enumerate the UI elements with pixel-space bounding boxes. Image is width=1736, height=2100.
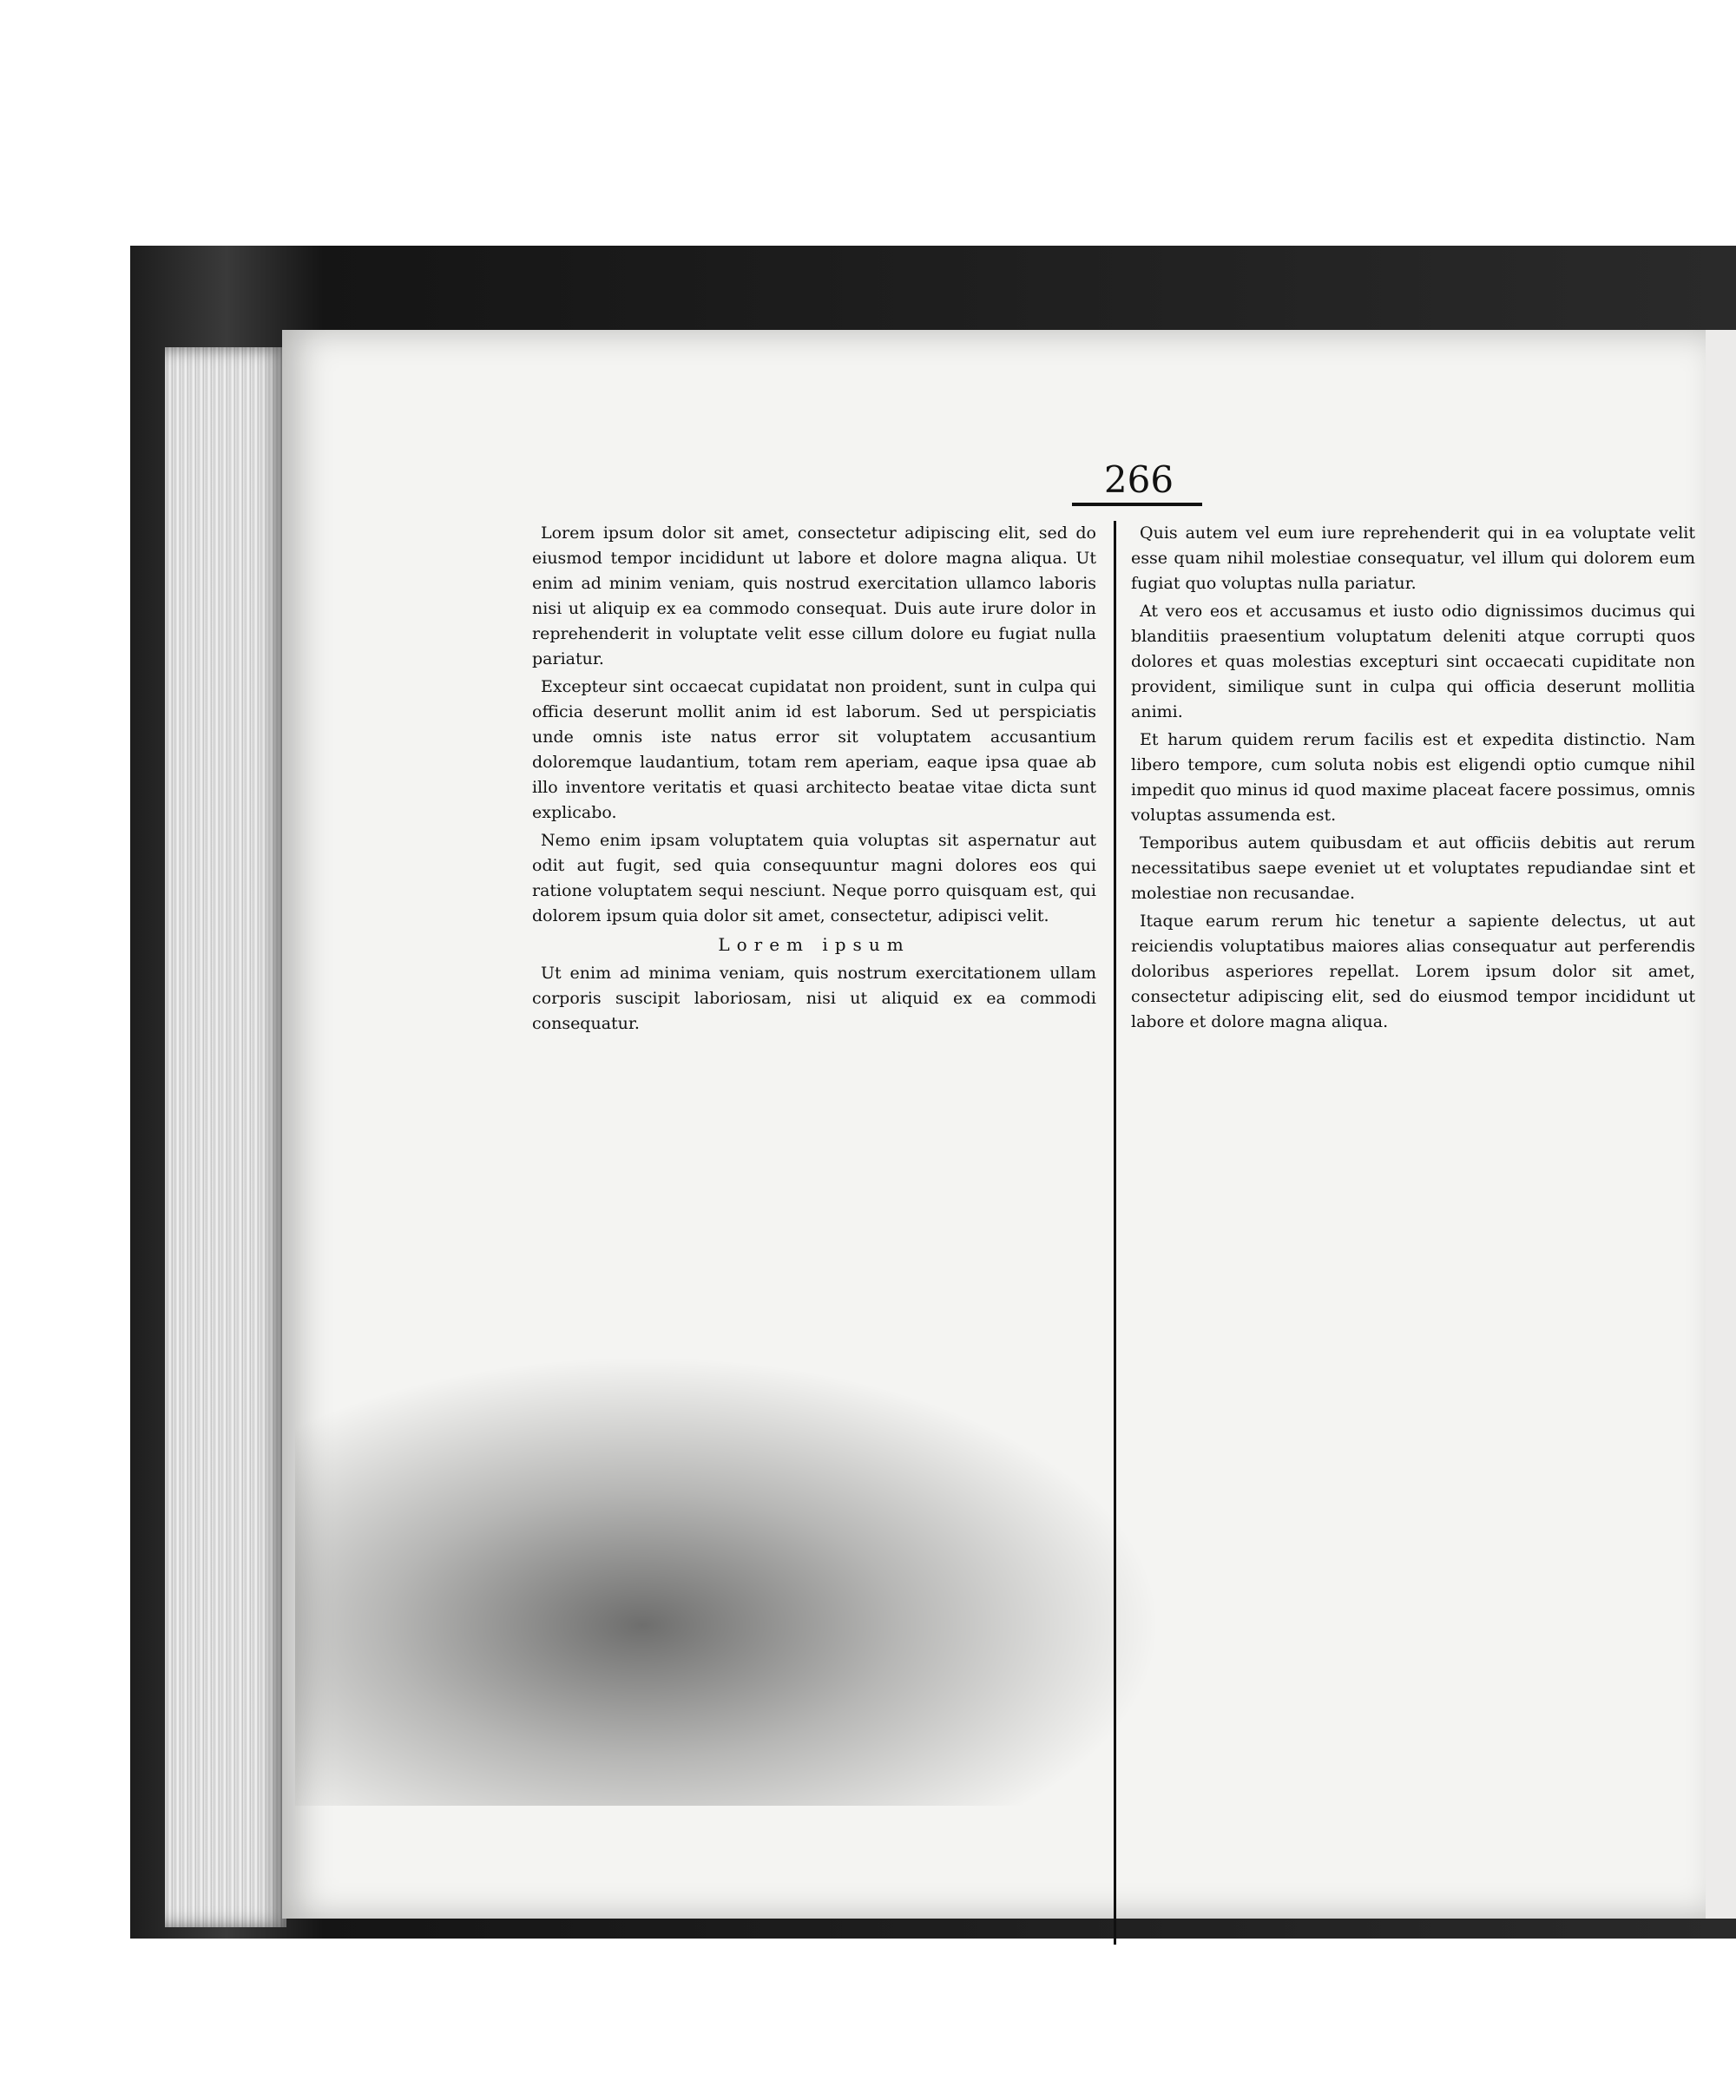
right-paragraph-4: Temporibus autem quibusdam et aut officiis debitis aut rerum necessitatibus saepe eveniet ut et voluptates repudiandae sint et molestiae non recusandae.	[1131, 833, 1695, 903]
page-number-rule	[1072, 503, 1202, 506]
column-divider	[1114, 521, 1116, 1945]
left-paragraph-2: Excepteur sint occaecat cupidatat non proident, sunt in culpa qui officia deserunt mollit anim id est laborum. Sed ut perspiciatis unde omnis iste natus error sit voluptatem accusantium doloremque laudantium, totam rem aperiam, eaque ipsa quae ab illo inventore veritatis et quasi architecto beatae vitae dicta sunt explicabo.	[532, 677, 1096, 822]
left-paragraph-3: Nemo enim ipsam voluptatem quia voluptas sit aspernatur aut odit aut fugit, sed quia consequuntur magni dolores eos qui ratione voluptatem sequi nesciunt. Neque porro quisquam est, qui dolorem ipsum quia dolor sit amet, consectetur, adipisci velit.	[532, 831, 1096, 925]
left-paragraph-1: Lorem ipsum dolor sit amet, consectetur adipiscing elit, sed do eiusmod tempor incididunt ut labore et dolore magna aliqua. Ut enim ad minim veniam, quis nostrud exercitation ullamco laboris nisi ut aliquip ex ea commodo consequat. Duis aute irure dolor in reprehenderit in voluptate velit esse cillum dolore eu fugiat nulla pariatur.	[532, 523, 1096, 668]
right-paragraph-1: Quis autem vel eum iure reprehenderit qui in ea voluptate velit esse quam nihil molestiae consequatur, vel illum qui dolorem eum fugiat quo voluptas nulla pariatur.	[1131, 523, 1695, 593]
right-column	[1131, 521, 1695, 1037]
facing-page-edge	[1706, 330, 1736, 1919]
book-page-edges	[165, 347, 286, 1927]
right-paragraph-5: Itaque earum rerum hic tenetur a sapiente delectus, ut aut reiciendis voluptatibus maiores alias consequatur aut perferendis doloribus asperiores repellat. Lorem ipsum dolor sit amet, consectetur adipiscing elit, sed do eiusmod tempor incididunt ut labore et dolore magna aliqua.	[1131, 912, 1695, 1031]
page-number: 266	[1103, 458, 1174, 501]
left-column	[532, 521, 1096, 1039]
section-heading: Lorem ipsum	[718, 934, 911, 955]
right-paragraph-2: At vero eos et accusamus et iusto odio dignissimos ducimus qui blanditiis praesentium voluptatum deleniti atque corrupti quos dolores et quas molestias excepturi sint occaecati cupiditate non provident, similique sunt in culpa qui officia deserunt mollitia animi.	[1131, 602, 1695, 721]
right-paragraph-3: Et harum quidem rerum facilis est et expedita distinctio. Nam libero tempore, cum soluta nobis est eligendi optio cumque nihil impedit quo minus id quod maxime placeat facere possimus, omnis voluptas assumenda est.	[1131, 730, 1695, 825]
left-closing-paragraph: Ut enim ad minima veniam, quis nostrum exercitationem ullam corporis suscipit laboriosam, nisi ut aliquid ex ea commodi consequatur.	[532, 964, 1096, 1033]
